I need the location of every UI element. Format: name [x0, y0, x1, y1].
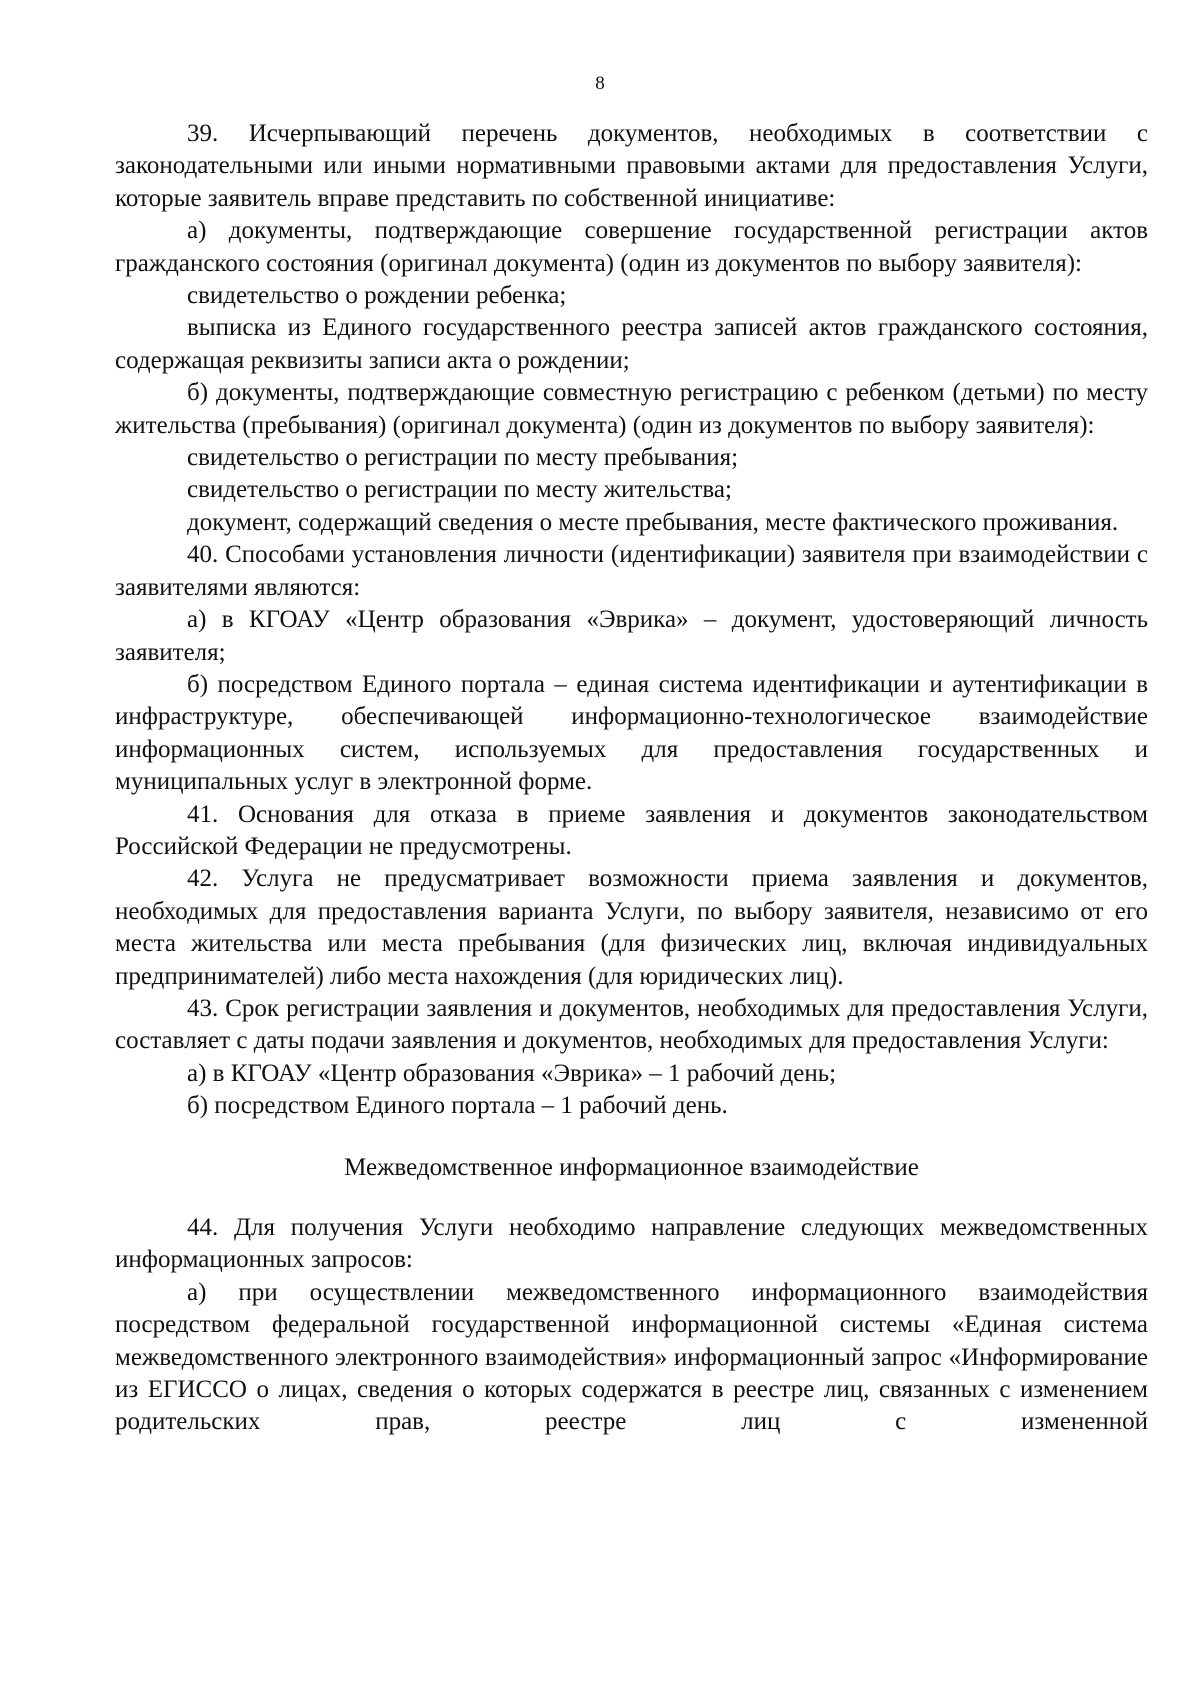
paragraph-43-item-b: б) посредством Единого портала – 1 рабочий день.	[187, 1092, 728, 1120]
paragraph-39: 39. Исчерпывающий перечень документов, необходимых в соответствии с законодательными или иными нормативными правовыми актами для предоставления Услуги, которые заявитель вправе представить по собственной инициативе:	[115, 120, 1148, 212]
paragraph-39-item-b: б) документы, подтверждающие совместную регистрацию с ребенком (детьми) по месту жительства (пребывания) (оригинал документа) (один из документов по выбору заявителя):	[115, 379, 1148, 439]
paragraph-40-item-a: а) в КГОАУ «Центр образования «Эврика» – документ, удостоверяющий личность заявителя;	[115, 606, 1148, 666]
paragraph-39-residence-registration: свидетельство о регистрации по месту жительства;	[187, 476, 732, 504]
paragraph-39-residence-document: документ, содержащий сведения о месте пребывания, месте фактического проживания.	[187, 508, 1119, 536]
paragraph-39-registry-extract: выписка из Единого государственного реестра записей актов гражданского состояния, содержащая реквизиты записи акта о рождении;	[115, 314, 1148, 374]
paragraph-44-item-a: а) при осуществлении межведомственного информационного взаимодействия посредством федеральной государственной информационной системы «Единая система межведомственного электронного взаимодействия» информационный запрос «Информирование из ЕГИССО о лицах, сведения о которых содержатся в реестре лиц, связанных с изменением родительских прав, реестре лиц с измененной	[115, 1278, 1148, 1436]
paragraph-43: 43. Срок регистрации заявления и документов, необходимых для предоставления Услуги, составляет с даты подачи заявления и документов, необходимых для предоставления Услуги:	[115, 994, 1148, 1055]
paragraph-44: 44. Для получения Услуги необходимо направление следующих межведомственных информационных запросов:	[115, 1214, 1148, 1274]
paragraph-40-item-b: б) посредством Единого портала – единая система идентификации и аутентификации в инфраструктуре, обеспечивающей информационно-технологическое взаимодействие информационных систем, используемых для предоставления государственных и муниципальных услуг в электронной форме.	[115, 670, 1148, 796]
document-body	[115, 118, 1148, 1439]
paragraph-39-stay-registration: свидетельство о регистрации по месту пребывания;	[187, 444, 739, 472]
paragraph-40: 40. Способами установления личности (идентификации) заявителя при взаимодействии с заявителями являются:	[115, 541, 1148, 601]
paragraph-39-birth-certificate: свидетельство о рождении ребенка;	[187, 282, 567, 310]
page-number: 8	[595, 73, 605, 94]
paragraph-41: 41. Основания для отказа в приеме заявления и документов законодательством Российской Федерации не предусмотрены.	[115, 800, 1148, 860]
paragraph-39-item-a: а) документы, подтверждающие совершение государственной регистрации актов гражданского состояния (оригинал документа) (один из документов по выбору заявителя):	[115, 217, 1148, 277]
section-heading: Межведомственное информационное взаимодействие	[344, 1153, 919, 1181]
paragraph-43-item-a: а) в КГОАУ «Центр образования «Эврика» – 1 рабочий день;	[187, 1059, 837, 1087]
paragraph-42: 42. Услуга не предусматривает возможности приема заявления и документов, необходимых для предоставления варианта Услуги, по выбору заявителя, независимо от его места жительства или места пребывания (для физических лиц, включая индивидуальных предпринимателей) либо места нахождения (для юридических лиц).	[115, 865, 1148, 990]
